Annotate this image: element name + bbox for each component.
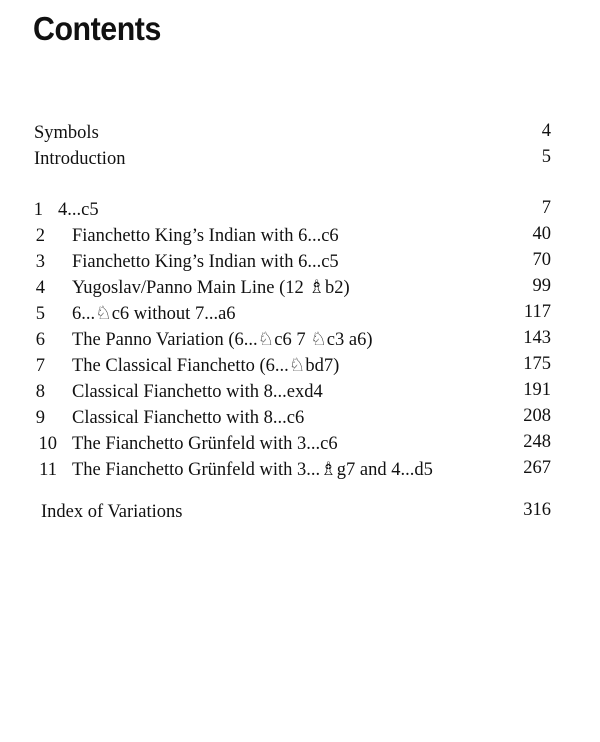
toc-chapter-8[interactable]	[0, 380, 600, 405]
toc-chapter-6[interactable]	[0, 328, 600, 353]
toc-chapter-7[interactable]	[0, 354, 600, 379]
toc-entry-title: Index of Variations	[41, 502, 183, 522]
toc-entry-introduction[interactable]	[0, 147, 600, 172]
chapter-number: 6	[35, 330, 45, 350]
toc-chapter-3[interactable]	[0, 250, 600, 275]
chapter-page: 70	[532, 250, 551, 270]
chapter-number: 10	[38, 434, 57, 454]
chapter-title: The Fianchetto Grünfeld with 3...c6	[72, 434, 338, 454]
chapter-title: Fianchetto King’s Indian with 6...c6	[72, 226, 339, 246]
toc-entry-index[interactable]	[0, 500, 600, 525]
chapter-page: 175	[523, 354, 551, 374]
chapter-number: 1	[33, 200, 43, 220]
chapter-title: The Panno Variation (6...♘c6 7 ♘c3 a6)	[72, 330, 373, 350]
toc-chapter-11[interactable]	[0, 458, 600, 483]
chapter-page: 40	[532, 224, 551, 244]
chapter-number: 2	[35, 226, 45, 246]
chapter-title: 6...♘c6 without 7...a6	[72, 304, 236, 324]
chapter-page: 208	[523, 406, 551, 426]
chapter-title: 4...c5	[58, 200, 99, 220]
chapter-title: The Fianchetto Grünfeld with 3...♗g7 and 4...d5	[72, 460, 433, 480]
toc-entry-page: 5	[541, 147, 551, 167]
chapter-page: 7	[541, 198, 551, 218]
toc-chapter-1[interactable]	[0, 198, 600, 223]
toc-chapter-2[interactable]	[0, 224, 600, 249]
toc-chapter-10[interactable]	[0, 432, 600, 457]
toc-chapter-9[interactable]	[0, 406, 600, 431]
chapter-number: 4	[35, 278, 45, 298]
toc-entry-title: Symbols	[34, 123, 99, 143]
chapter-title: Classical Fianchetto with 8...exd4	[72, 382, 323, 402]
chapter-title: Classical Fianchetto with 8...c6	[72, 408, 305, 428]
chapter-page: 267	[523, 458, 551, 478]
chapter-number: 7	[35, 356, 45, 376]
chapter-number: 5	[35, 304, 45, 324]
page-title: Contents	[33, 10, 161, 47]
chapter-number: 9	[35, 408, 45, 428]
toc-entry-page: 4	[541, 121, 551, 141]
chapter-page: 99	[532, 276, 551, 296]
chapter-page: 248	[523, 432, 551, 452]
chapter-number: 11	[39, 460, 57, 480]
chapter-page: 117	[523, 302, 551, 322]
chapter-number: 8	[35, 382, 45, 402]
toc-entry-symbols[interactable]	[0, 121, 600, 146]
toc-entry-page: 316	[523, 500, 551, 520]
toc-entry-title: Introduction	[34, 149, 126, 169]
toc-chapter-5[interactable]	[0, 302, 600, 327]
chapter-page: 191	[523, 380, 551, 400]
toc-chapter-4[interactable]	[0, 276, 600, 301]
chapter-title: The Classical Fianchetto (6...♘bd7)	[72, 356, 340, 376]
chapter-page: 143	[523, 328, 551, 348]
chapter-title: Fianchetto King’s Indian with 6...c5	[72, 252, 339, 272]
chapter-title: Yugoslav/Panno Main Line (12 ♗b2)	[72, 278, 350, 298]
chapter-number: 3	[35, 252, 45, 272]
